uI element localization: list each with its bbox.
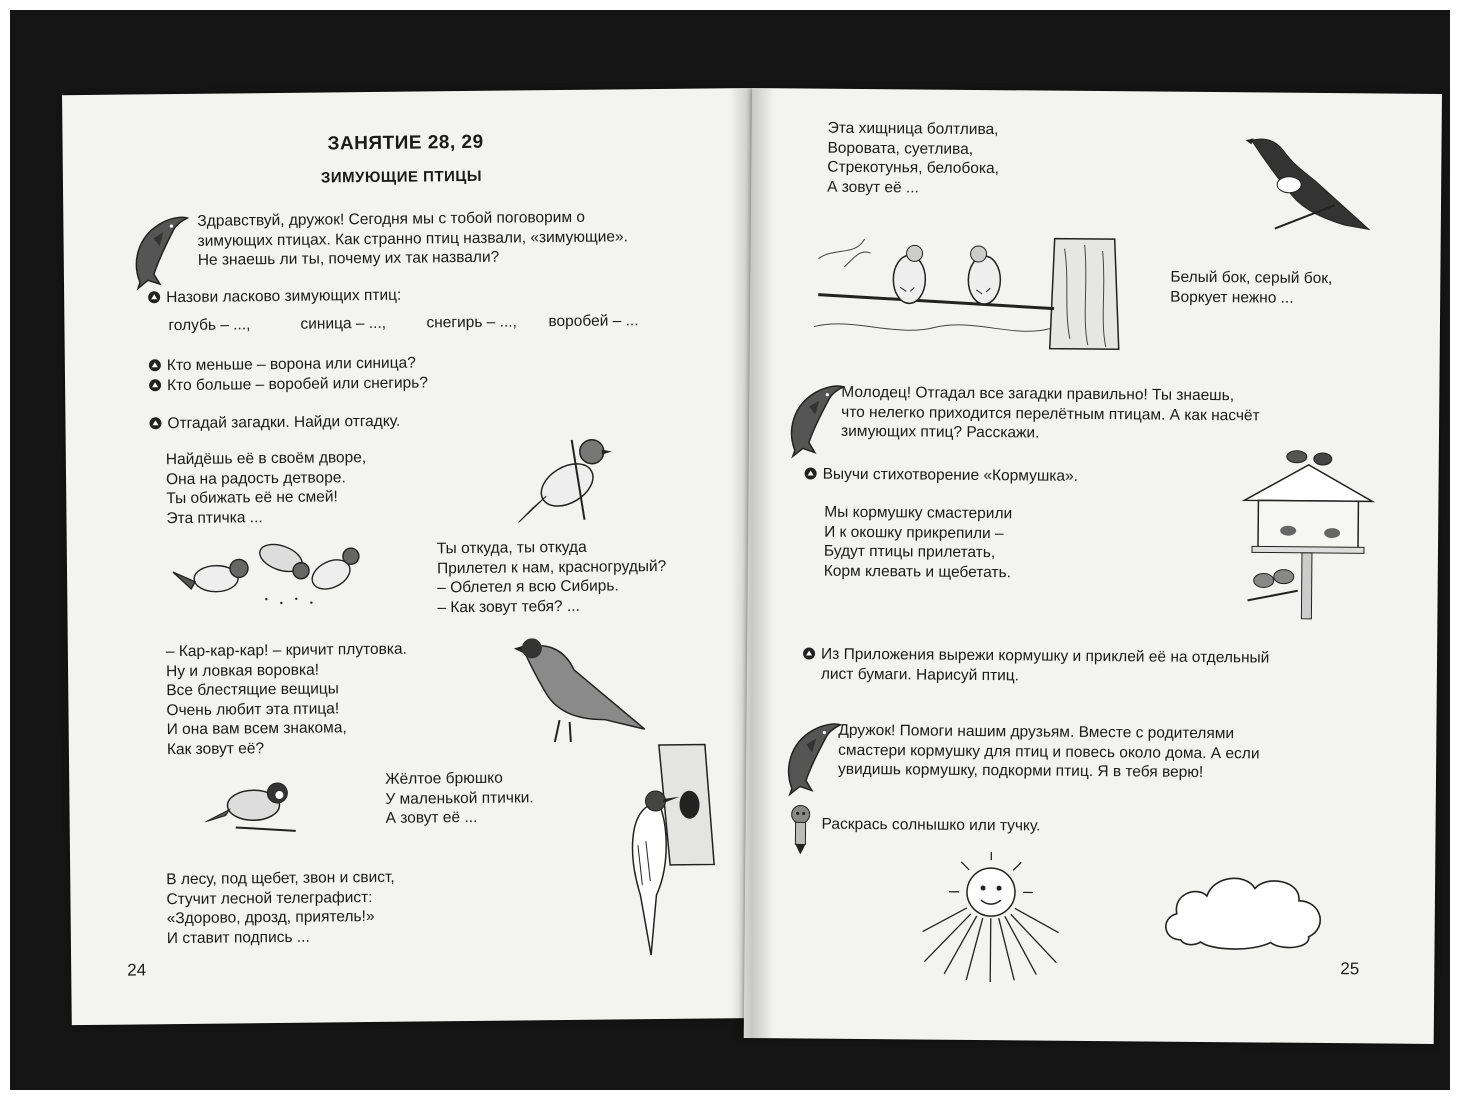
book-spine-shadow (730, 88, 774, 1038)
riddle-magpie: Эта хищница болтлива, Воровата, суетлива, Стрекотунья, белобока, А зовут её ... (827, 119, 1000, 196)
riddle-tit: Жёлтое брюшко У маленькой птички. А зовут её ... (385, 769, 534, 827)
task-bullet-icon (805, 467, 817, 479)
sparrow-illustration (512, 429, 623, 530)
riddle-sparrow: Найдёшь её в своём дворе, Она на радость детворе. Ты обижать её не смей! Эта птичка ... (165, 449, 367, 527)
task-learn-poem: Выучи стихотворение «Кормушка». (805, 464, 1079, 485)
word-pigeon: голубь – ..., (168, 316, 251, 335)
sun-illustration (920, 852, 1061, 983)
task-bullet-icon (149, 417, 161, 429)
task-riddles: Отгадай загадки. Найди отгадку. (149, 412, 400, 434)
word-tit: синица – ..., (300, 314, 387, 333)
final-text: Дружок! Помоги нашим друзьям. Вместе с родителями смастери кормушку для птиц и повесь около дома. А если увидишь кормушку, подкорми птиц. Я в тебя верю! (837, 721, 1260, 781)
sparrows-group-illustration (171, 532, 372, 614)
dolphin-icon (782, 718, 843, 799)
lesson-title: ЗАНЯТИЕ 28, 29 (327, 131, 484, 155)
task-bullet-icon (148, 291, 160, 303)
woodpecker-illustration (609, 744, 721, 965)
magpie-illustration (1245, 132, 1376, 243)
tit-illustration (205, 765, 306, 846)
word-sparrow: воробей – ... (548, 312, 639, 331)
praise-text: Молодец! Отгадал все загадки правильно! Ты знаешь, что нелегко приходится перелётным птицам. А как насчёт зимующих птиц? Расскажи. (840, 383, 1260, 442)
riddle-woodpecker: В лесу, под щебет, звон и свист, Стучит лесной телеграфист: «Здорово, дрозд, приятель!» И ставит подпись ... (166, 868, 395, 947)
dolphin-icon (785, 380, 846, 461)
crow-illustration (504, 629, 655, 751)
riddle-pigeon: Белый бок, серый бок, Воркует нежно ... (1170, 268, 1333, 307)
task-bullet-icon (803, 647, 815, 659)
intro-text: Здравствуй, дружок! Сегодня мы с тобой поговорим о зимующих птицах. Как странно птиц назвали, «зимующие». Не знаешь ли ты, почему их так назвали? (197, 208, 628, 269)
pencil-character-icon (785, 804, 815, 854)
lesson-subtitle: ЗИМУЮЩИЕ ПТИЦЫ (320, 167, 483, 187)
task-bullet-icon (149, 359, 161, 371)
task-bigger: Кто больше – воробей или снегирь? (149, 373, 428, 395)
riddle-crow: – Кар-кар-кар! – кричит плутовка. Ну и ловкая воровка! Все блестящие вещицы Очень любит эта птица! И она вам всем знакома, Как зовут её? (165, 640, 407, 758)
pigeons-illustration (814, 227, 1155, 350)
task-name-birds: Назови ласково зимующих птиц: (148, 286, 401, 308)
task-cut-feeder: Из Приложения вырежи кормушку и приклей её на отдельный лист бумаги. Нарисуй птиц. (803, 644, 1270, 687)
task-bullet-icon (149, 379, 161, 391)
poem-feeder: Мы кормушку смастерили И к окошку прикрепили – Будут птицы прилетать, Корм клевать и щебетать. (823, 503, 1013, 581)
page-number-right: 25 (1340, 959, 1360, 979)
page-number-left: 24 (127, 960, 147, 980)
dolphin-icon (129, 212, 190, 293)
riddle-bullfinch: Ты откуда, ты откуда Прилетел к нам, красногрудый? – Облетел я всю Сибирь. – Как зовут тебя? ... (436, 538, 667, 616)
right-page (744, 88, 1442, 1044)
left-page (62, 88, 762, 1025)
task-color: Раскрась солнышко или тучку. (821, 815, 1041, 835)
word-bullfinch: снегирь – ..., (426, 313, 517, 332)
bird-feeder-illustration (1237, 450, 1378, 621)
task-smaller: Кто меньше – ворона или синица? (149, 354, 416, 376)
cloud-illustration (1160, 870, 1331, 951)
